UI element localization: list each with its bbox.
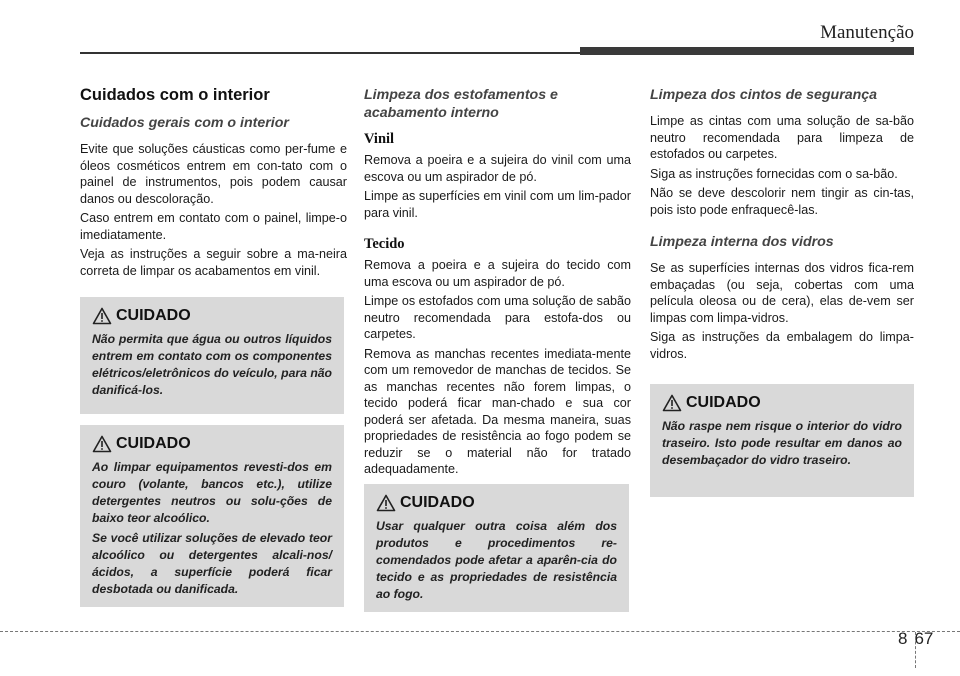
paragraph: Siga as instruções fornecidas com o sa-bão. xyxy=(650,166,898,181)
page-number-separator xyxy=(915,632,916,668)
warning-triangle-icon xyxy=(662,394,682,412)
section-subheading: Limpeza dos cintos de segurança xyxy=(650,87,878,103)
caution-title: CUIDADO xyxy=(686,394,761,411)
column-3 xyxy=(650,86,914,365)
section-number: 8 xyxy=(898,629,908,648)
section-subheading: Limpeza dos estofamentos e acabamento interno xyxy=(364,87,558,121)
section-subheading: Limpeza interna dos vidros xyxy=(650,234,834,250)
caution-title: CUIDADO xyxy=(116,435,191,452)
paragraph: Limpe os estofados com uma solução de sabão neutro recomendada para estofa-dos ou carpetes. xyxy=(364,294,631,341)
warning-triangle-icon xyxy=(92,435,112,453)
caution-text: Ao limpar equipamentos revesti-dos em couro (volante, bancos etc.), utilize detergentes neutros ou solu-ções de baixo teor alcoólico. xyxy=(92,460,332,525)
chapter-title: Manutenção xyxy=(820,22,914,43)
caution-text: Não raspe nem risque o interior do vidro traseiro. Isto pode resultar em danos ao desembaçador do vidro traseiro. xyxy=(662,419,902,467)
paragraph: Não se deve descolorir nem tingir as cin-tas, pois isto pode enfraquecê-las. xyxy=(650,186,914,217)
page-number-value: 67 xyxy=(914,629,934,648)
caution-box-fabric xyxy=(364,484,629,612)
paragraph: Veja as instruções a seguir sobre a ma-neira correta de limpar os acabamentos em vinil. xyxy=(80,247,347,278)
topic-title-tecido: Tecido xyxy=(364,236,405,252)
paragraph: Se as superfícies internas dos vidros fica-rem embaçadas (ou seja, cobertas com uma película oleosa ou de cera), elas de-vem ser limpas com limpa-vidros. xyxy=(650,261,914,325)
caution-box-water xyxy=(80,297,344,414)
paragraph: Evite que soluções cáusticas como per-fume e óleos cosméticos entrem em con-tato com o painel de instrumentos, pois podem causar danos ou descoloração. xyxy=(80,142,347,206)
column-2 xyxy=(364,86,631,481)
caution-title: CUIDADO xyxy=(400,494,475,511)
warning-triangle-icon xyxy=(92,307,112,325)
column-1 xyxy=(80,86,347,282)
topic-title-vinil: Vinil xyxy=(364,131,395,147)
warning-triangle-icon xyxy=(376,494,396,512)
paragraph: Limpe as cintas com uma solução de sa-bão neutro recomendada para limpeza de estofados ou carpetes. xyxy=(650,114,914,161)
section-heading: Cuidados com o interior xyxy=(80,86,270,104)
paragraph: Remova as manchas recentes imediata-mente com um removedor de manchas de tecidos. Se as manchas recentes não forem limpas, o tecido poderá ficar man-chado e sua cor poderá ser afetada. Da mesma maneira, suas propriedades de resistência ao fogo podem se reduzir se o material não for tratado adequadamente. xyxy=(364,346,631,476)
paragraph: Caso entrem em contato com o painel, limpe-o imediatamente. xyxy=(80,211,347,242)
footer-rule xyxy=(0,631,960,632)
caution-title: CUIDADO xyxy=(116,307,191,324)
header-bar xyxy=(580,47,914,55)
paragraph: Siga as instruções da embalagem do limpa-vidros. xyxy=(650,330,914,361)
caution-text: Se você utilizar soluções de elevado teor alcoólico ou detergentes alcali-nos/ácidos, a superfície poderá ficar desbotada ou danificada. xyxy=(92,531,332,596)
paragraph: Remova a poeira e a sujeira do tecido com uma escova ou um aspirador de pó. xyxy=(364,258,631,289)
paragraph: Remova a poeira e a sujeira do vinil com uma escova ou um aspirador de pó. xyxy=(364,153,631,184)
caution-box-leather xyxy=(80,425,344,607)
section-subheading: Cuidados gerais com o interior xyxy=(80,115,289,131)
caution-box-glass xyxy=(650,384,914,497)
paragraph: Limpe as superfícies em vinil com um lim-pador para vinil. xyxy=(364,189,631,220)
caution-text: Não permita que água ou outros líquidos entrem em contato com os componentes elétricos/eletrônicos do veículo, para não danificá-los. xyxy=(92,332,332,397)
caution-text: Usar qualquer outra coisa além dos produtos e procedimentos re-comendados pode afetar a aparên-cia do tecido e as propriedades de resistência ao fogo. xyxy=(376,519,617,601)
